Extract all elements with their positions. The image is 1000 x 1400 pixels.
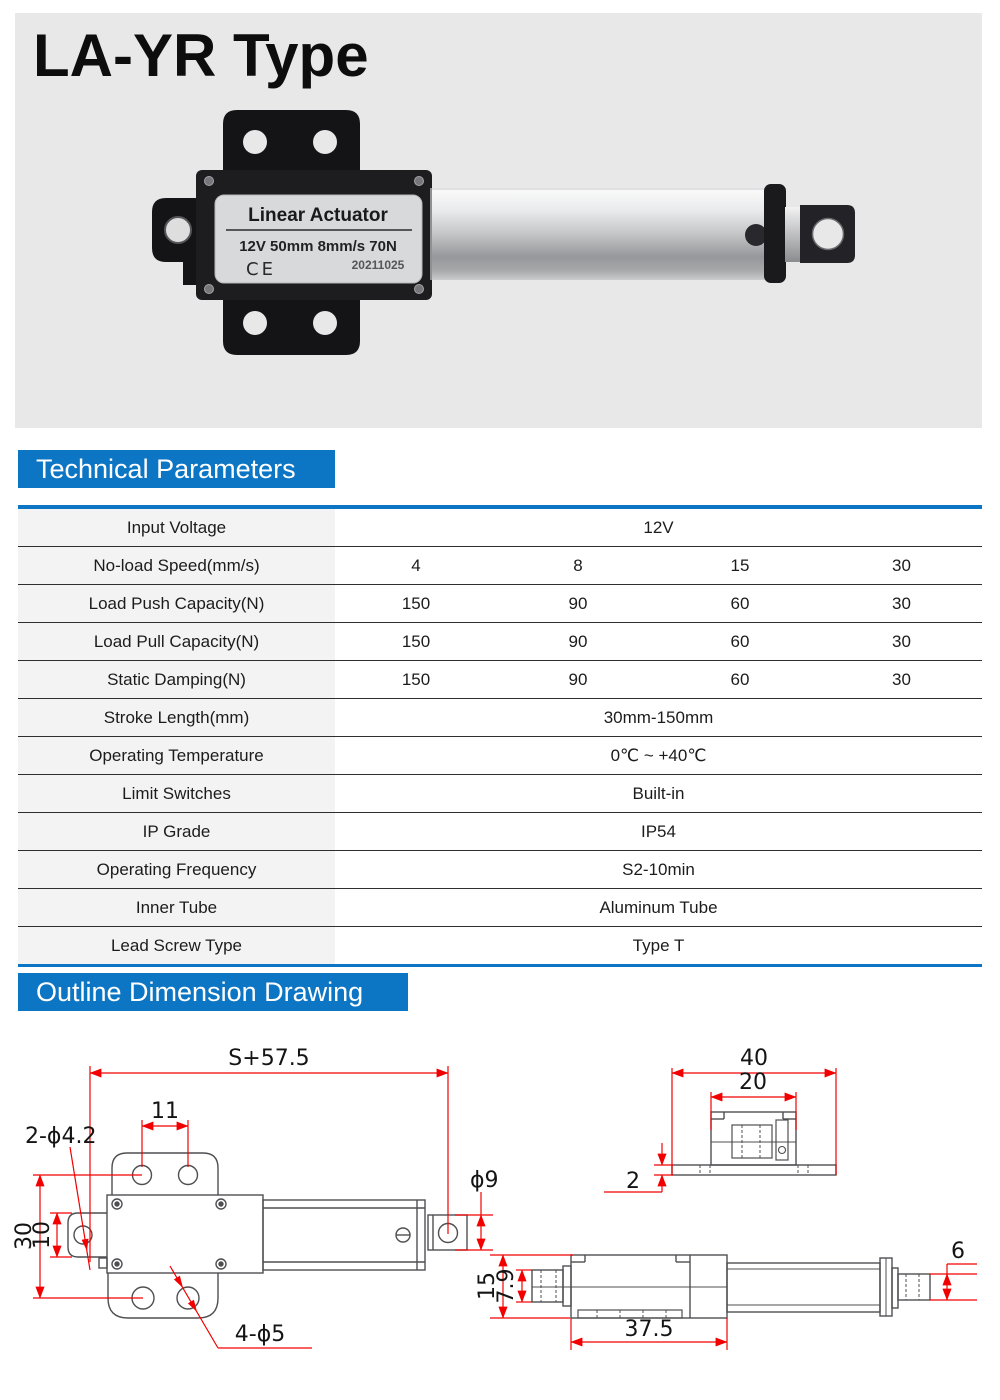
table-row — [18, 889, 982, 927]
section-title: Outline Dimension Drawing — [36, 977, 364, 1007]
row-value: IP54 — [335, 813, 982, 851]
row-value: Aluminum Tube — [335, 889, 982, 927]
table-row — [18, 775, 982, 813]
row-label: Operating Frequency — [18, 851, 335, 889]
housing-screw — [415, 177, 424, 186]
spec-table — [18, 505, 982, 967]
row-value: 8 — [497, 547, 659, 585]
plate-title: Linear Actuator — [248, 205, 388, 226]
tube-end-ring — [764, 184, 786, 283]
row-value: 90 — [497, 585, 659, 623]
dimension-drawing — [0, 1040, 1000, 1400]
housing-screw — [205, 285, 214, 294]
table-row — [18, 737, 982, 775]
row-value: Type T — [632, 935, 685, 955]
product-hero — [15, 13, 982, 428]
row-value: 150 — [335, 623, 497, 661]
row-value: Built-in — [335, 775, 982, 813]
row-value: 60 — [659, 585, 821, 623]
row-value: 0℃ ~ +40℃ — [335, 737, 982, 775]
row-value: 30 — [821, 585, 982, 623]
dim-overall-width: 40 — [740, 1046, 768, 1071]
product-photo — [15, 13, 982, 428]
dim-mount-span: 30 — [12, 1222, 37, 1250]
row-value: 4 — [335, 547, 497, 585]
row-label: Static Damping(N) — [18, 661, 335, 699]
date-code: 20211025 — [351, 258, 405, 272]
tube-pin-hole — [745, 224, 767, 246]
dim-mount-holes: 4-ϕ5 — [234, 1322, 286, 1347]
row-value: 30mm-150mm — [335, 699, 982, 737]
plate-specs: 12V 50mm 8mm/s 70N — [239, 238, 397, 255]
dim-body-length: 37.5 — [624, 1317, 674, 1342]
row-value: 150 — [335, 585, 497, 623]
table-row — [18, 547, 982, 585]
dim-body-height: 15 — [475, 1272, 500, 1300]
table-row — [18, 585, 982, 623]
row-value: S2-10min — [335, 851, 982, 889]
dim-bracket-hole: 2-ϕ4.2 — [25, 1124, 97, 1149]
row-label: IP Grade — [18, 813, 335, 851]
dim-plate-thickness: 2 — [626, 1169, 640, 1194]
end-view — [672, 1112, 836, 1175]
actuator-tube — [430, 188, 778, 280]
row-label: Input Voltage — [18, 507, 335, 547]
row-value: 60 — [659, 661, 821, 699]
top-bracket-hole — [313, 130, 337, 154]
row-label: Lead Screw Type — [18, 927, 335, 966]
table-row — [18, 927, 982, 966]
row-label: No-load Speed(mm/s) — [18, 547, 335, 585]
bottom-bracket-hole — [313, 311, 337, 335]
table-row — [18, 699, 982, 737]
row-label: Limit Switches — [18, 775, 335, 813]
section-title: Technical Parameters — [36, 454, 296, 484]
dim-body-width: 20 — [739, 1070, 767, 1095]
side-view — [532, 1255, 930, 1318]
row-value: 12V — [335, 507, 982, 547]
dim-rod-hole: ϕ9 — [470, 1168, 499, 1193]
dim-rod-end-dia: 6 — [951, 1239, 965, 1264]
table-row — [18, 813, 982, 851]
dim-hole-spacing: 11 — [151, 1099, 179, 1124]
row-value: 30 — [821, 623, 982, 661]
row-label: Load Push Capacity(N) — [18, 585, 335, 623]
row-value: 30 — [821, 547, 982, 585]
table-row — [18, 851, 982, 889]
table-row — [18, 507, 982, 547]
row-value: 150 — [335, 661, 497, 699]
row-value: 30 — [821, 661, 982, 699]
bottom-bracket-hole — [243, 311, 267, 335]
page-title: LA-YR Type — [33, 22, 369, 89]
row-value: 90 — [497, 623, 659, 661]
ce-mark: CE — [246, 259, 276, 280]
row-label: Operating Temperature — [18, 737, 335, 775]
row-label: Load Pull Capacity(N) — [18, 623, 335, 661]
row-label: Stroke Length(mm) — [18, 699, 335, 737]
row-value: 15 — [659, 547, 821, 585]
row-value: 90 — [497, 661, 659, 699]
section-header-outline-dimension-drawing — [18, 973, 408, 1011]
top-view — [68, 1153, 467, 1318]
housing-screw — [205, 177, 214, 186]
dim-overall-length: S+57.5 — [228, 1046, 310, 1071]
table-row — [18, 623, 982, 661]
housing-screw — [415, 285, 424, 294]
table-row — [18, 661, 982, 699]
top-bracket-hole — [243, 130, 267, 154]
dim-tab-width: 10 — [30, 1221, 55, 1249]
section-header-technical-parameters — [18, 450, 335, 488]
row-value: 60 — [659, 623, 821, 661]
row-label: Inner Tube — [18, 889, 335, 927]
dim-rod-dia: 7.9 — [494, 1268, 519, 1304]
